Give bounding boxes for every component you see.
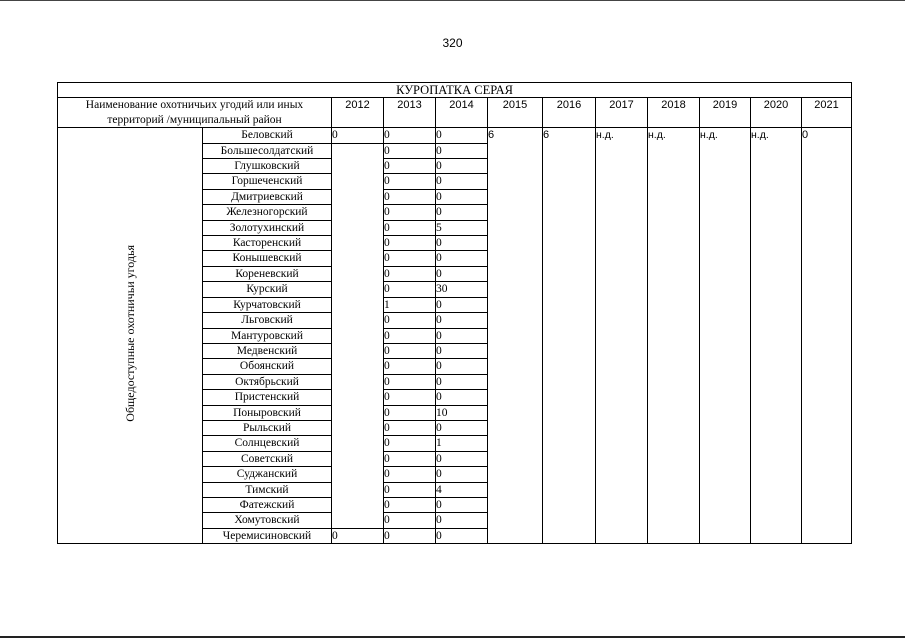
district-name: Обоянский — [203, 359, 332, 374]
value-2014: 0 — [436, 528, 488, 543]
value-2014: 0 — [436, 266, 488, 281]
value-2014: 1 — [436, 436, 488, 451]
district-name: Поныровский — [203, 405, 332, 420]
district-name: Черемисиновский — [203, 528, 332, 543]
value-2013: 0 — [384, 497, 436, 512]
value-2013: 0 — [384, 266, 436, 281]
header-year-2012: 2012 — [332, 98, 384, 128]
district-name: Октябрьский — [203, 374, 332, 389]
value-2013: 0 — [384, 390, 436, 405]
value-2014: 0 — [436, 189, 488, 204]
district-name: Мантуровский — [203, 328, 332, 343]
value-2014: 0 — [436, 420, 488, 435]
value-2014: 0 — [436, 143, 488, 158]
value-2013: 0 — [384, 451, 436, 466]
value-2013: 0 — [384, 513, 436, 528]
value-2013: 0 — [384, 174, 436, 189]
district-name: Дмитриевский — [203, 189, 332, 204]
header-year-2016: 2016 — [543, 98, 596, 128]
value-2013: 0 — [384, 220, 436, 235]
category-cell — [58, 128, 203, 544]
value-2012-top: 0 — [332, 128, 384, 143]
value-2014: 0 — [436, 343, 488, 358]
value-2014: 0 — [436, 374, 488, 389]
value-2012-merged — [332, 143, 384, 528]
value-2014: 0 — [436, 313, 488, 328]
district-name: Льговский — [203, 313, 332, 328]
census-table — [57, 82, 852, 544]
value-2014: 0 — [436, 467, 488, 482]
value-2014: 0 — [436, 359, 488, 374]
value-2014: 0 — [436, 390, 488, 405]
value-2014: 0 — [436, 174, 488, 189]
value-2014: 0 — [436, 128, 488, 143]
table-row — [58, 128, 852, 143]
value-2013: 1 — [384, 297, 436, 312]
district-name: Касторенский — [203, 236, 332, 251]
value-2013: 0 — [384, 420, 436, 435]
district-name: Конышевский — [203, 251, 332, 266]
value-2013: 0 — [384, 328, 436, 343]
value-2013: 0 — [384, 205, 436, 220]
header-year-2014: 2014 — [436, 98, 488, 128]
district-name: Фатежский — [203, 497, 332, 512]
header-year-2019: 2019 — [700, 98, 751, 128]
value-2013: 0 — [384, 128, 436, 143]
district-name: Курский — [203, 282, 332, 297]
value-2016: 6 — [543, 128, 596, 544]
value-2013: 0 — [384, 405, 436, 420]
value-2014: 0 — [436, 251, 488, 266]
category-label: Общедоступные охотничьи угодья — [122, 245, 137, 422]
value-2013: 0 — [384, 282, 436, 297]
value-2014: 30 — [436, 282, 488, 297]
header-year-2013: 2013 — [384, 98, 436, 128]
value-2014: 0 — [436, 328, 488, 343]
value-2013: 0 — [384, 236, 436, 251]
value-2020: н.д. — [751, 128, 802, 544]
value-2013: 0 — [384, 528, 436, 543]
district-name: Пристенский — [203, 390, 332, 405]
value-2017: н.д. — [596, 128, 648, 544]
value-2013: 0 — [384, 374, 436, 389]
value-2013: 0 — [384, 159, 436, 174]
value-2021: 0 — [802, 128, 852, 544]
value-2014: 5 — [436, 220, 488, 235]
value-2014: 4 — [436, 482, 488, 497]
value-2014: 0 — [436, 513, 488, 528]
district-name: Советский — [203, 451, 332, 466]
header-year-2020: 2020 — [751, 98, 802, 128]
district-name: Беловский — [203, 128, 332, 143]
district-name: Горшеченский — [203, 174, 332, 189]
value-2019: н.д. — [700, 128, 751, 544]
value-2014: 0 — [436, 451, 488, 466]
district-name: Большесолдатский — [203, 143, 332, 158]
district-name: Железногорский — [203, 205, 332, 220]
district-name: Суджанский — [203, 467, 332, 482]
district-name: Курчатовский — [203, 297, 332, 312]
value-2014: 0 — [436, 297, 488, 312]
value-2014: 10 — [436, 405, 488, 420]
value-2013: 0 — [384, 251, 436, 266]
header-year-2015: 2015 — [488, 98, 543, 128]
page-number: 320 — [442, 36, 463, 50]
district-name: Кореневский — [203, 266, 332, 281]
header-year-2021: 2021 — [802, 98, 852, 128]
header-year-2017: 2017 — [596, 98, 648, 128]
value-2013: 0 — [384, 143, 436, 158]
district-name: Тимский — [203, 482, 332, 497]
district-name: Солнцевский — [203, 436, 332, 451]
district-name: Золотухинский — [203, 220, 332, 235]
value-2013: 0 — [384, 436, 436, 451]
top-border-line — [0, 0, 905, 1]
value-2012-bottom: 0 — [332, 528, 384, 543]
value-2013: 0 — [384, 343, 436, 358]
value-2013: 0 — [384, 467, 436, 482]
value-2013: 0 — [384, 313, 436, 328]
value-2014: 0 — [436, 205, 488, 220]
district-name: Глушковский — [203, 159, 332, 174]
value-2014: 0 — [436, 497, 488, 512]
header-year-2018: 2018 — [648, 98, 700, 128]
value-2013: 0 — [384, 359, 436, 374]
district-name: Рыльский — [203, 420, 332, 435]
header-territory-name: Наименование охотничьих угодий или иных территорий /муниципальный район — [58, 98, 332, 128]
value-2018: н.д. — [648, 128, 700, 544]
table-title: КУРОПАТКА СЕРАЯ — [58, 83, 852, 98]
value-2014: 0 — [436, 159, 488, 174]
district-name: Хомутовский — [203, 513, 332, 528]
value-2013: 0 — [384, 482, 436, 497]
value-2014: 0 — [436, 236, 488, 251]
value-2015: 6 — [488, 128, 543, 544]
district-name: Медвенский — [203, 343, 332, 358]
bottom-border-line — [0, 636, 905, 638]
value-2013: 0 — [384, 189, 436, 204]
